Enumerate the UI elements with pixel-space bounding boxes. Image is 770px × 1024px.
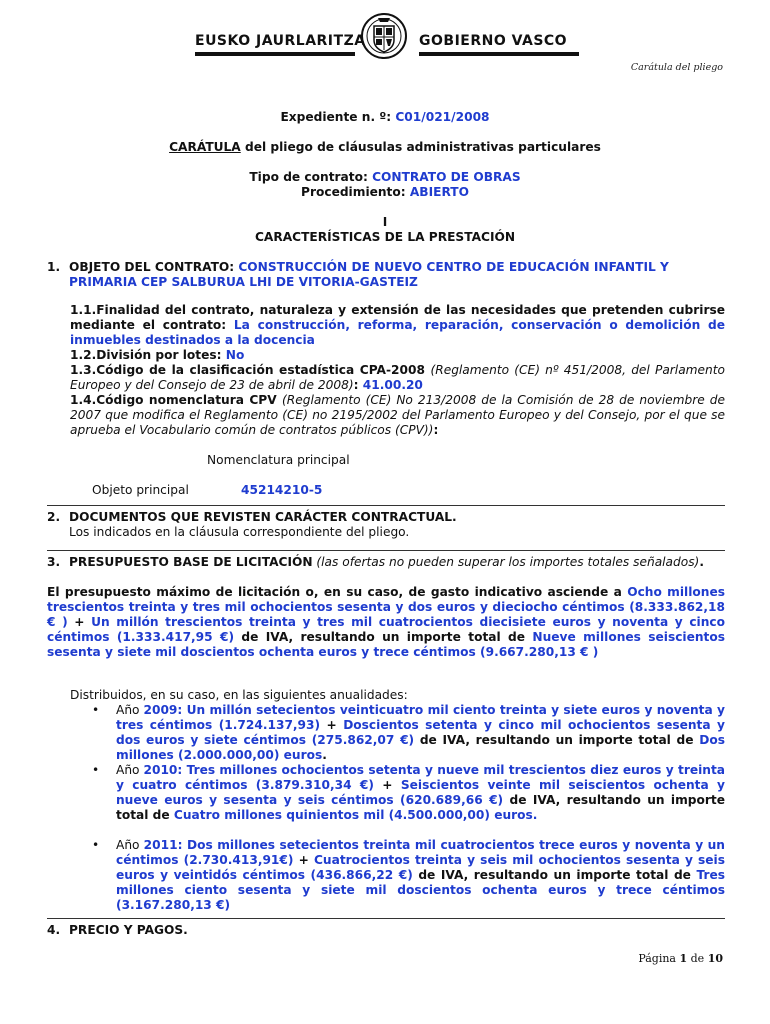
basque-government-crest-icon: [360, 12, 408, 60]
expediente-line: [0, 110, 770, 124]
item-1-4: 1.4.Código nomenclatura CPV (Reglamento (CE) No 213/2008 de la Comisión de 28 de noviembre de 2007 que modifica el Reglamento (CE) no 2195/2002 del Parlamento Europeo y del Consejo, por el que se aprueba el Vocabulario común de contratos públicos (CPV)):: [70, 393, 725, 437]
s3-note: (las ofertas no pueden superar los importes totales señalados): [312, 555, 700, 569]
section-roman: I: [382, 215, 388, 229]
s2-title: DOCUMENTOS QUE REVISTEN CARÁCTER CONTRACTUAL.: [69, 510, 457, 524]
s4-title: PRECIO Y PAGOS.: [69, 923, 188, 937]
item-1-1-label: Finalidad del contrato, naturaleza y extensión de las necesidades que pretenden cubrirse mediante el contrato:: [70, 303, 725, 332]
gobierno-vasco-logo-text: GOBIERNO VASCO: [419, 33, 568, 49]
logo-underline-right: [419, 52, 579, 56]
page-number: Página 1 de 10: [638, 952, 723, 965]
item-1-2-value: No: [225, 348, 245, 362]
list-item: • Año 2011: Dos millones setecientos treinta mil cuatrocientos trece euros y noventa y un céntimos (2.730.413,91€) + Cuatrocientos treinta y seis mil ochocientos sesenta y seis euros y veintidós céntimos (436.866,22 €) de IVA, resultando un importe total de Tres millones ciento sesenta y siete mil doscientos ochenta euros y trece céntimos (3.167.280,13 €): [92, 838, 725, 912]
section-3-heading: 3. PRESUPUESTO BASE DE LICITACIÓN (las ofertas no pueden superar los importes totales señalados).: [47, 555, 704, 569]
item-1-2: 1.2.División por lotes: No: [70, 348, 245, 362]
section-4-heading: 4. PRECIO Y PAGOS.: [47, 923, 188, 937]
item-1-3: 1.3.Código de la clasificación estadística CPA-2008 (Reglamento (CE) nº 451/2008, del Parlamento Europeo y del Consejo de 23 de abril de 2008): 41.00.20: [70, 363, 725, 392]
expediente-value: C01/021/2008: [395, 110, 490, 124]
s3-title: PRESUPUESTO BASE DE LICITACIÓN: [69, 555, 313, 569]
tipo-label: Tipo de contrato:: [249, 170, 373, 184]
procedimiento-line: [0, 185, 770, 199]
expediente-label: Expediente n. º:: [280, 110, 396, 124]
divider: [47, 505, 725, 506]
presupuesto-base: Ocho millones trescientos treinta y tres mil ochocientos sesenta y dos euros y dieciocho céntimos (8.333.862,18 € ): [47, 585, 725, 629]
presupuesto-iva: Un millón trescientos treinta y tres mil cuatrocientos diecisiete euros y noventa y cinco céntimos (1.333.417,95 €): [47, 615, 726, 644]
procedimiento-value: ABIERTO: [409, 185, 469, 199]
cpv-row-value: 45214210-5: [241, 483, 323, 497]
tipo-contrato-line: [0, 170, 770, 184]
divider: [47, 550, 725, 551]
section-1-heading: 1. OBJETO DEL CONTRATO: CONSTRUCCIÓN DE NUEVO CENTRO DE EDUCACIÓN INFANTIL Y PRIMARIA CEP SALBURUA LHI DE VITORIA-GASTEIZ: [47, 260, 669, 289]
s1-value-2: PRIMARIA CEP SALBURUA LHI DE VITORIA-GASTEIZ: [69, 275, 418, 289]
cpv-row-label: Objeto principal: [92, 483, 189, 497]
anualidades-list: [92, 703, 725, 913]
letterhead: [195, 12, 580, 58]
procedimiento-label: Procedimiento:: [301, 185, 410, 199]
item-1-1: 1.1.Finalidad del contrato, naturaleza y extensión de las necesidades que pretenden cubrirse mediante el contrato: La construcción, reforma, reparación, conservación o demolición de inmuebles destinados a la docencia: [70, 303, 725, 347]
section-title: CARACTERÍSTICAS DE LA PRESTACIÓN: [254, 230, 516, 244]
s1-value-1: CONSTRUCCIÓN DE NUEVO CENTRO DE EDUCACIÓN INFANTIL Y: [238, 260, 669, 274]
list-item: • Año 2009: Un millón setecientos veinticuatro mil ciento treinta y siete euros y noventa y tres céntimos (1.724.137,93) + Doscientos setenta y cinco mil ochocientos sesenta y dos euros y siete céntimos (275.862,07 €) de IVA, resultando un importe total de Dos millones (2.000.000,00) euros.: [92, 703, 725, 762]
distribuidos-text: Distribuidos, en su caso, en las siguientes anualidades:: [70, 688, 408, 702]
section-2: 2. DOCUMENTOS QUE REVISTEN CARÁCTER CONTRACTUAL. Los indicados en la cláusula correspondiente del pliego.: [47, 510, 457, 539]
s2-text: Los indicados en la cláusula correspondiente del pliego.: [69, 525, 410, 539]
presupuesto-total: Nueve millones seiscientos sesenta y siete mil doscientos ochenta euros y trece céntimos (9.667.280,13 € ): [47, 630, 725, 659]
item-1-3-value: 41.00.20: [362, 378, 423, 392]
caratula-word: CARÁTULA: [169, 140, 241, 154]
caratula-rest: del pliego de cláusulas administrativas particulares: [240, 140, 601, 154]
page-label: Carátula del pliego: [630, 62, 723, 73]
list-item: • Año 2010: Tres millones ochocientos setenta y nueve mil trescientos diez euros y treinta y cuatro céntimos (3.879.310,34 €) + Seiscientos veinte mil seiscientos ochenta y nueve euros y sesenta y seis céntimos (620.689,66 €) de IVA, resultando un importe total de Cuatro millones quinientos mil (4.500.000,00) euros.: [92, 763, 725, 822]
caratula-heading: [0, 140, 770, 154]
item-1-3-note: (Reglamento (CE) nº 451/2008, del Parlamento Europeo y del Consejo de 23 de abril de 2008): [70, 363, 725, 392]
item-1-4-note: (Reglamento (CE) No 213/2008 de la Comisión de 28 de noviembre de 2007 que modifica el Reglamento (CE) no 2195/2002 del Parlamento Europeo y del Consejo, por el que se aprueba el Vocabulario común de contratos públicos (CPV)): [70, 393, 725, 437]
s1-label: OBJETO DEL CONTRATO:: [69, 260, 239, 274]
divider: [47, 918, 725, 919]
total-pages: 10: [707, 952, 723, 965]
item-1-1-value: La construcción, reforma, reparación, conservación o demolición de inmuebles destinados a la docencia: [70, 318, 725, 347]
eusko-jaurlaritza-logo-text: EUSKO JAURLARITZA: [195, 33, 366, 49]
tipo-value: CONTRATO DE OBRAS: [372, 170, 521, 184]
cpv-table-header: Nomenclatura principal: [207, 453, 350, 467]
presupuesto-paragraph: El presupuesto máximo de licitación o, en su caso, de gasto indicativo asciende a Ocho millones trescientos treinta y tres mil ochocientos sesenta y dos euros y dieciocho céntimos (8.333.862,18 € ) + Un millón trescientos treinta y tres mil cuatrocientos diecisiete euros y noventa y cinco céntimos (1.333.417,95 €) de IVA, resultando un importe total de Nueve millones seiscientos sesenta y siete mil doscientos ochenta euros y trece céntimos (9.667.280,13 € ): [47, 585, 726, 659]
logo-underline-left: [195, 52, 355, 56]
current-page: 1: [679, 952, 688, 965]
